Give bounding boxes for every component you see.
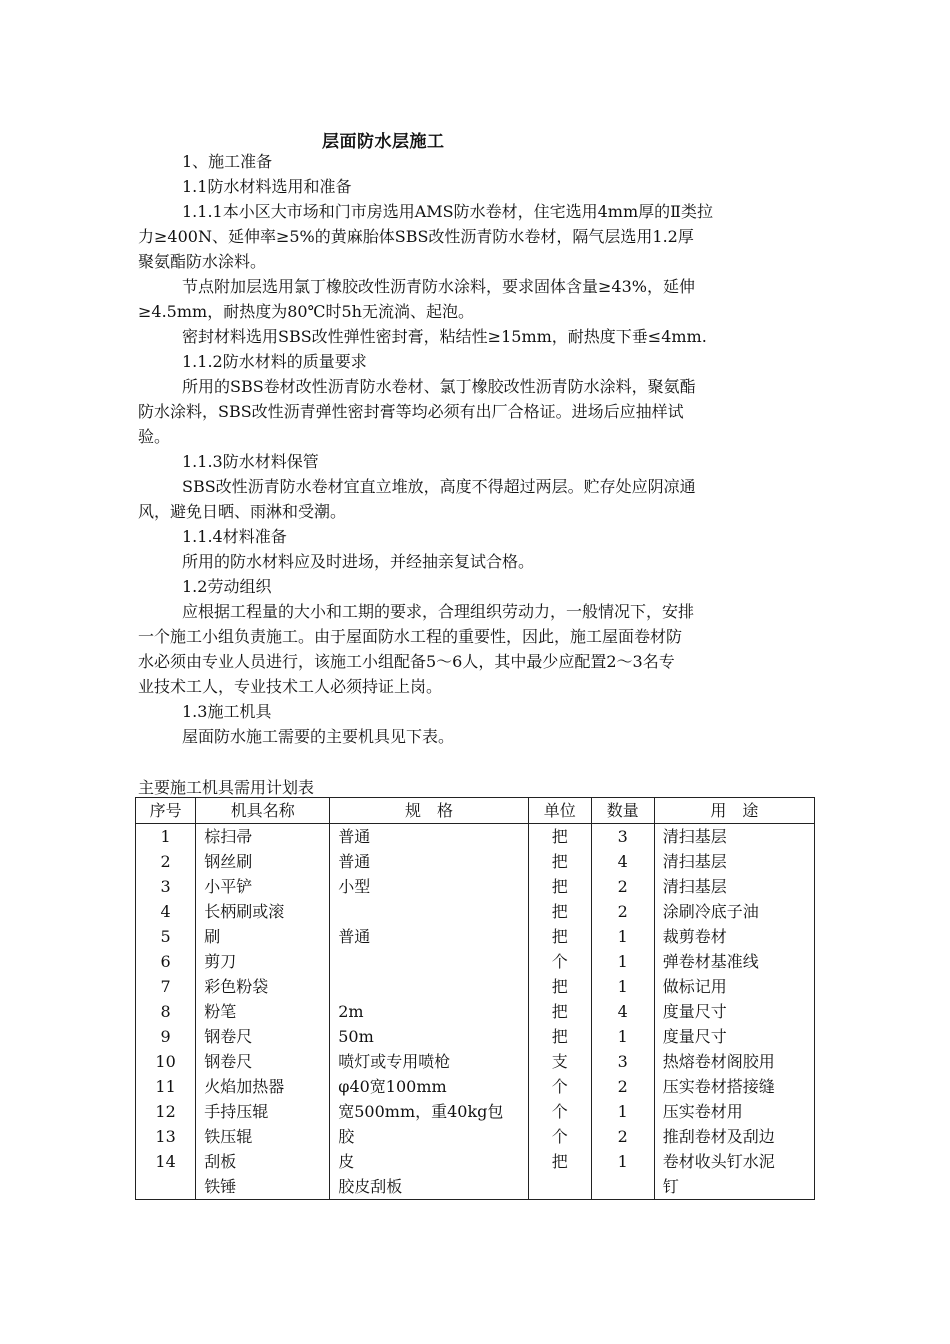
heading-1-1-4: 1.1.4材料准备 xyxy=(182,527,287,546)
qty-cell: 4 xyxy=(617,1002,628,1021)
spec-cell: φ40宽100mm xyxy=(338,1077,447,1096)
spec-cell: 喷灯或专用喷枪 xyxy=(338,1052,451,1071)
qty-cell: 1 xyxy=(617,1152,628,1171)
header-qty: 数量 xyxy=(591,798,654,824)
seq-cell: 5 xyxy=(160,927,171,946)
paragraph-line: 所用的防水材料应及时进场，并经抽亲复试合格。 xyxy=(182,552,535,571)
seq-column xyxy=(136,824,196,1200)
qty-cell: 1 xyxy=(617,952,628,971)
unit-column xyxy=(528,824,591,1200)
use-cell: 卷材收头钉水泥 xyxy=(662,1152,775,1171)
seq-cell: 6 xyxy=(160,952,171,971)
paragraph-line: 一个施工小组负责施工。由于屋面防水工程的重要性，因此，施工屋面卷材防 xyxy=(138,627,683,646)
name-cell: 刷 xyxy=(204,927,221,946)
use-cell: 压实卷材搭接缝 xyxy=(662,1077,775,1096)
use-cell: 度量尺寸 xyxy=(662,1027,727,1046)
use-cell: 压实卷材用 xyxy=(662,1102,743,1121)
header-name: 机具名称 xyxy=(196,798,330,824)
seq-cell: 13 xyxy=(155,1127,176,1146)
header-use: 用 途 xyxy=(654,798,814,824)
qty-cell: 3 xyxy=(617,1052,628,1071)
unit-cell: 个 xyxy=(551,1127,568,1146)
spec-cell xyxy=(330,899,527,924)
paragraph-line: ≥4.5mm，耐热度为80℃时5h无流淌、起泡。 xyxy=(138,302,474,321)
name-cell: 长柄刷或滚 xyxy=(204,902,285,921)
table-header-row xyxy=(136,798,815,824)
use-cell: 清扫基层 xyxy=(662,852,727,871)
paragraph-line: 1.1.1本小区大市场和门市房选用AMS防水卷材，住宅选用4mm厚的Ⅱ类拉 xyxy=(182,202,714,221)
page-title: 层面防水层施工 xyxy=(322,132,445,152)
header-spec: 规 格 xyxy=(330,798,528,824)
heading-1-1-3: 1.1.3防水材料保管 xyxy=(182,452,319,471)
qty-cell: 1 xyxy=(617,927,628,946)
use-cell: 裁剪卷材 xyxy=(662,927,727,946)
heading-1-1-2: 1.1.2防水材料的质量要求 xyxy=(182,352,367,371)
header-unit: 单位 xyxy=(528,798,591,824)
heading-1: 1、施工准备 xyxy=(182,152,273,171)
use-column xyxy=(654,824,814,1200)
name-cell: 彩色粉袋 xyxy=(204,977,269,996)
qty-column xyxy=(591,824,654,1200)
name-cell: 小平铲 xyxy=(204,877,253,896)
paragraph-line: 节点附加层选用氯丁橡胶改性沥青防水涂料，要求固体含量≥43%，延伸 xyxy=(182,277,695,296)
use-cell: 涂刷冷底子油 xyxy=(662,902,759,921)
qty-cell: 1 xyxy=(617,1102,628,1121)
name-cell: 剪刀 xyxy=(204,952,237,971)
spec-cell: 胶皮刮板 xyxy=(338,1177,403,1196)
unit-cell: 把 xyxy=(551,1152,568,1171)
qty-cell: 1 xyxy=(617,1027,628,1046)
spec-cell: 皮 xyxy=(338,1152,355,1171)
seq-cell: 4 xyxy=(160,902,171,921)
unit-cell: 把 xyxy=(551,1002,568,1021)
name-cell: 手持压辊 xyxy=(204,1102,269,1121)
seq-cell: 3 xyxy=(160,877,171,896)
qty-cell: 2 xyxy=(617,1077,628,1096)
paragraph-line: 业技术工人，专业技术工人必须持证上岗。 xyxy=(138,677,443,696)
unit-cell: 个 xyxy=(551,1077,568,1096)
use-cell: 弹卷材基准线 xyxy=(662,952,759,971)
use-cell: 度量尺寸 xyxy=(662,1002,727,1021)
name-cell: 刮板 xyxy=(204,1152,237,1171)
paragraph-line: 力≥400N、延伸率≥5%的黄麻胎体SBS改性沥青防水卷材，隔气层选用1.2厚 xyxy=(138,227,694,246)
use-cell: 钉 xyxy=(662,1177,679,1196)
seq-cell: 9 xyxy=(160,1027,171,1046)
table-body-row xyxy=(136,824,815,1200)
use-cell: 推刮卷材及刮边 xyxy=(662,1127,775,1146)
seq-cell-empty xyxy=(136,1174,195,1199)
unit-cell: 个 xyxy=(551,952,568,971)
qty-cell: 3 xyxy=(617,827,628,846)
paragraph-line: 风，避免日晒、雨淋和受潮。 xyxy=(138,502,347,521)
spec-cell: 小型 xyxy=(338,877,371,896)
seq-cell: 10 xyxy=(155,1052,176,1071)
seq-cell: 1 xyxy=(160,827,171,846)
heading-1-3: 1.3施工机具 xyxy=(182,702,272,721)
name-cell: 钢卷尺 xyxy=(204,1052,253,1071)
spec-cell: 胶 xyxy=(338,1127,355,1146)
spec-cell: 50m xyxy=(338,1027,374,1046)
qty-cell: 2 xyxy=(617,1127,628,1146)
unit-cell-empty xyxy=(529,1174,591,1199)
header-seq: 序号 xyxy=(136,798,196,824)
seq-cell: 12 xyxy=(155,1102,176,1121)
tools-table xyxy=(135,797,815,1200)
qty-cell: 1 xyxy=(617,977,628,996)
paragraph-line: 屋面防水施工需要的主要机具见下表。 xyxy=(182,727,455,746)
qty-cell: 4 xyxy=(617,852,628,871)
heading-1-1: 1.1防水材料选用和准备 xyxy=(182,177,352,196)
use-cell: 热熔卷材阁胶用 xyxy=(662,1052,775,1071)
qty-cell-empty xyxy=(592,1174,654,1199)
name-column xyxy=(196,824,330,1200)
paragraph-line: 水必须由专业人员进行，该施工小组配备5～6人，其中最少应配置2～3名专 xyxy=(138,652,675,671)
unit-cell: 把 xyxy=(551,1027,568,1046)
name-cell: 棕扫帚 xyxy=(204,827,253,846)
use-cell: 清扫基层 xyxy=(662,827,727,846)
spec-cell: 普通 xyxy=(338,927,371,946)
spec-cell: 宽500mm，重40kg包 xyxy=(338,1102,504,1121)
seq-cell: 11 xyxy=(155,1077,176,1096)
seq-cell: 7 xyxy=(160,977,171,996)
paragraph-line: SBS改性沥青防水卷材宜直立堆放，高度不得超过两层。贮存处应阴凉通 xyxy=(182,477,696,496)
unit-cell: 把 xyxy=(551,902,568,921)
table-caption: 主要施工机具需用计划表 xyxy=(138,778,315,797)
name-cell: 火焰加热器 xyxy=(204,1077,285,1096)
spec-cell: 2m xyxy=(338,1002,364,1021)
paragraph-line: 密封材料选用SBS改性弹性密封膏，粘结性≥15mm，耐热度下垂≤4mm. xyxy=(182,327,707,346)
heading-1-2: 1.2劳动组织 xyxy=(182,577,272,596)
paragraph-line: 防水涂料，SBS改性沥青弹性密封膏等均必须有出厂合格证。进场后应抽样试 xyxy=(138,402,684,421)
seq-cell: 2 xyxy=(160,852,171,871)
unit-cell: 个 xyxy=(551,1102,568,1121)
use-cell: 清扫基层 xyxy=(662,877,727,896)
unit-cell: 把 xyxy=(551,852,568,871)
name-cell: 钢卷尺 xyxy=(204,1027,253,1046)
seq-cell: 8 xyxy=(160,1002,171,1021)
qty-cell: 2 xyxy=(617,877,628,896)
paragraph-line: 所用的SBS卷材改性沥青防水卷材、氯丁橡胶改性沥青防水涂料，聚氨酯 xyxy=(182,377,696,396)
unit-cell: 把 xyxy=(551,827,568,846)
name-cell: 粉笔 xyxy=(204,1002,237,1021)
paragraph-line: 验。 xyxy=(138,427,171,446)
paragraph-line: 聚氨酯防水涂料。 xyxy=(138,252,267,271)
qty-cell: 2 xyxy=(617,902,628,921)
spec-cell xyxy=(330,974,527,999)
spec-cell: 普通 xyxy=(338,827,371,846)
spec-cell: 普通 xyxy=(338,852,371,871)
unit-cell: 把 xyxy=(551,877,568,896)
seq-cell: 14 xyxy=(155,1152,176,1171)
unit-cell: 支 xyxy=(551,1052,568,1071)
spec-cell xyxy=(330,949,527,974)
unit-cell: 把 xyxy=(551,977,568,996)
name-cell: 钢丝刷 xyxy=(204,852,253,871)
name-cell: 铁压辊 xyxy=(204,1127,253,1146)
paragraph-line: 应根据工程量的大小和工期的要求，合理组织劳动力，一般情况下，安排 xyxy=(182,602,695,621)
use-cell: 做标记用 xyxy=(662,977,727,996)
unit-cell: 把 xyxy=(551,927,568,946)
spec-column xyxy=(330,824,528,1200)
name-cell: 铁锤 xyxy=(204,1177,237,1196)
